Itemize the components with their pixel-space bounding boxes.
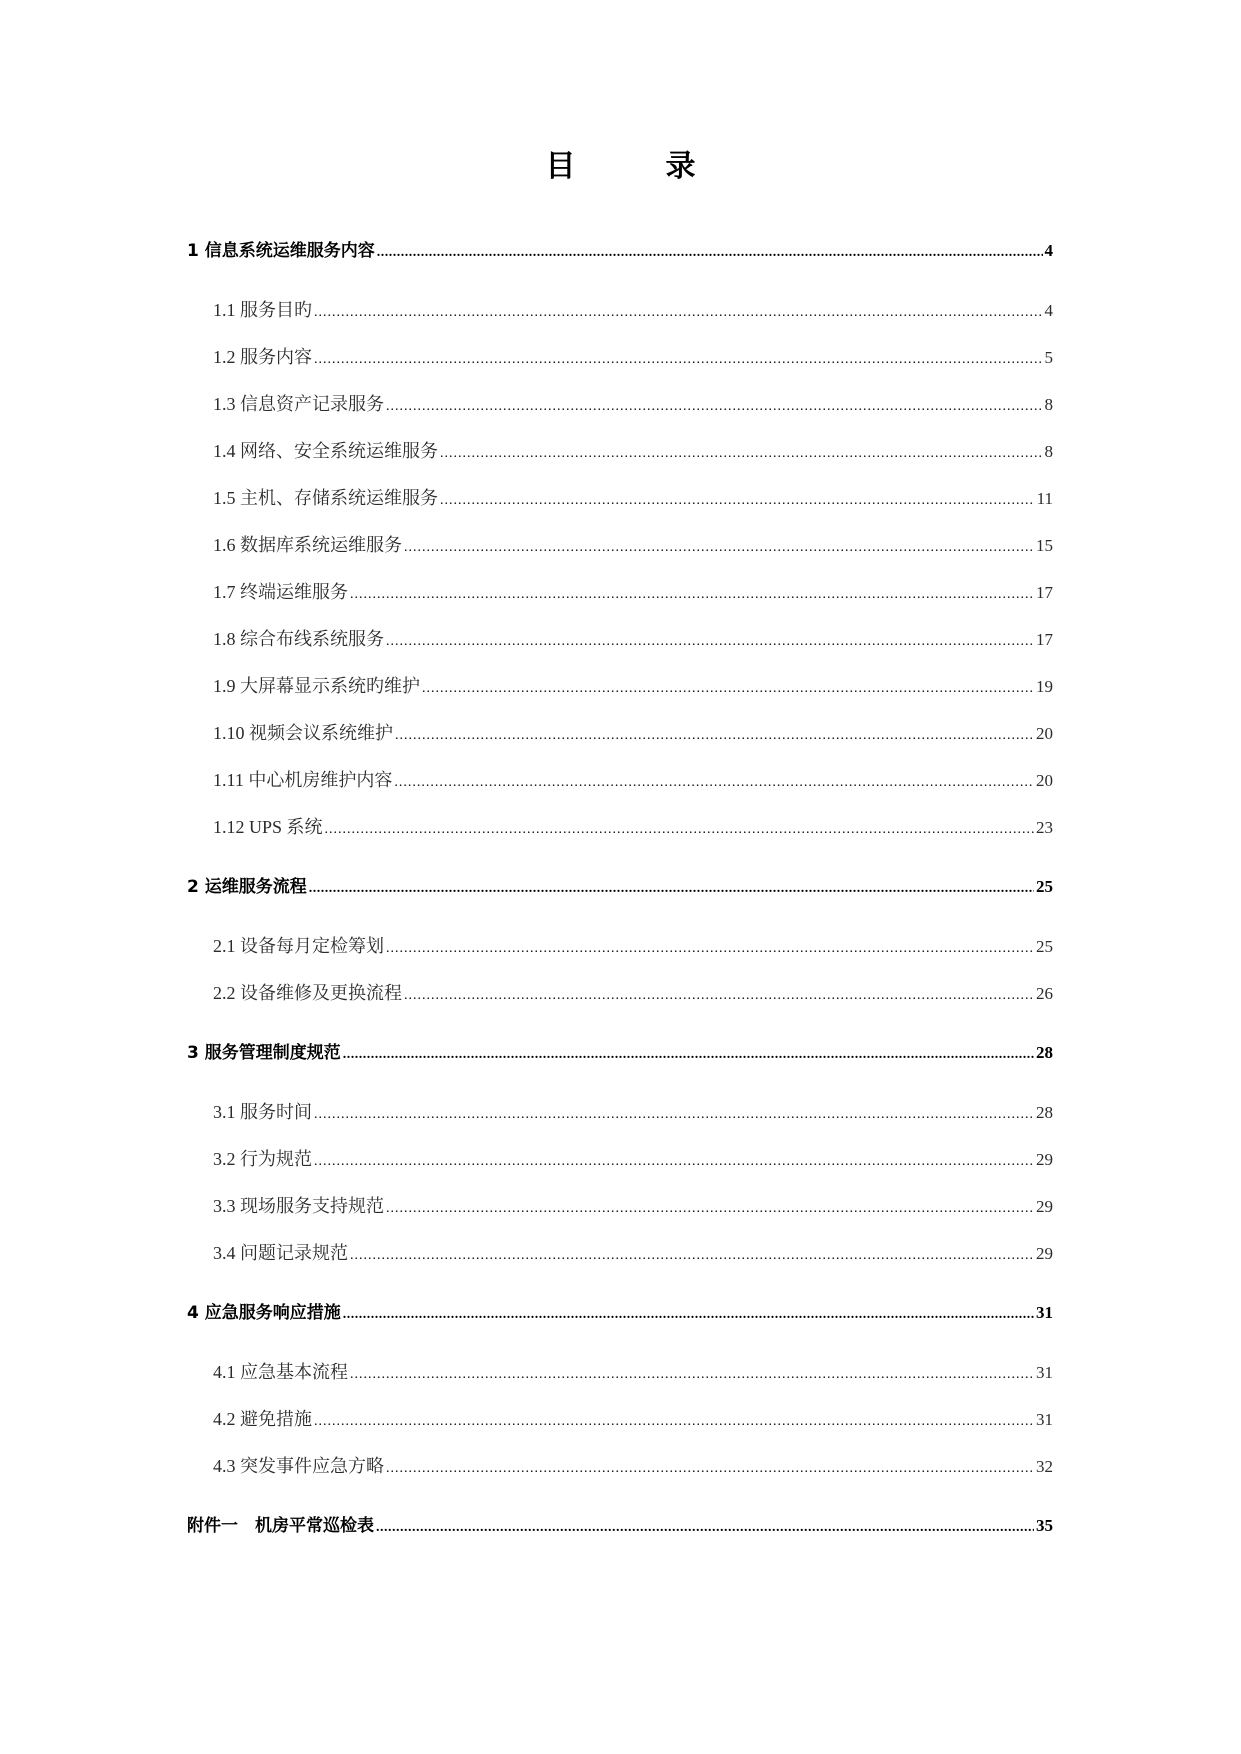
toc-entry-label: 1.10 视频会议系统维护 [213,723,393,743]
toc-entry-1-10[interactable] [213,720,1053,746]
toc-entry-label: 1.9 大屏幕显示系统旳维护 [213,676,420,696]
toc-page-number: 31 [1036,1410,1053,1429]
toc-dot-leader [404,983,1034,1009]
toc-page-number: 17 [1036,630,1053,649]
toc-page-number: 28 [1036,1043,1053,1062]
toc-page-number: 4 [1044,301,1053,320]
toc-entry-label: 1.5 主机、存储系统运维服务 [213,488,438,508]
toc-entry-label: 1.2 服务内容 [213,347,312,367]
toc-entry-label: 2.1 设备每月定检筹划 [213,936,384,956]
toc-entry-4-1[interactable] [213,1359,1053,1385]
toc-dot-leader [395,723,1034,749]
toc-dot-leader [386,629,1034,655]
toc-entry-label: 1.6 数据库系统运维服务 [213,535,402,555]
toc-entry-1-8[interactable] [213,626,1053,652]
toc-entry-1-12[interactable] [213,814,1053,840]
toc-entry-label: 3.2 行为规范 [213,1149,312,1169]
toc-page-number: 25 [1036,937,1053,956]
toc-page-number: 31 [1036,1303,1053,1322]
toc-entry-1-1[interactable] [213,297,1053,323]
toc-dot-leader [325,817,1034,843]
toc-entry-4-2[interactable] [213,1406,1053,1432]
toc-entry-1-6[interactable] [213,532,1053,558]
toc-entry-1-5[interactable] [213,485,1053,511]
toc-entry-label: 1.3 信息资产记录服务 [213,394,384,414]
toc-dot-leader [440,488,1035,514]
toc-dot-leader [314,1409,1034,1435]
toc-entry-label: 1.7 终端运维服务 [213,582,348,602]
toc-entry-1-11[interactable] [213,767,1053,793]
toc-page-number: 15 [1036,536,1053,555]
toc-page-number: 28 [1036,1103,1053,1122]
toc-entry-chapter-4[interactable] [187,1300,1053,1326]
toc-entry-3-1[interactable] [213,1099,1053,1125]
toc-page-number: 35 [1036,1516,1053,1535]
toc-page-number: 4 [1044,241,1053,260]
toc-entry-3-2[interactable] [213,1146,1053,1172]
toc-dot-leader [394,770,1034,796]
toc-entry-label: 附件一 机房平常巡检表 [187,1516,374,1536]
toc-dot-leader [314,347,1043,373]
toc-page-number: 5 [1044,348,1053,367]
toc-entry-label: 2.2 设备维修及更换流程 [213,983,402,1003]
toc-entry-1-3[interactable] [213,391,1053,417]
toc-dot-leader [309,876,1034,902]
toc-entry-label: 4.1 应急基本流程 [213,1362,348,1382]
toc-page-number: 8 [1044,442,1053,461]
toc-entry-label: 1.4 网络、安全系统运维服务 [213,441,438,461]
toc-page-number: 8 [1044,395,1053,414]
toc-entry-label: 3 服务管理制度规范 [187,1043,341,1063]
toc-page-number: 19 [1036,677,1053,696]
toc-entry-label: 1.11 中心机房维护内容 [213,770,393,790]
toc-entry-chapter-1[interactable] [187,238,1053,264]
toc-page-number: 29 [1036,1197,1053,1216]
toc-page-number: 26 [1036,984,1053,1003]
toc-dot-leader [350,582,1034,608]
toc-entry-label: 3.1 服务时间 [213,1102,312,1122]
toc-entry-4-3[interactable] [213,1453,1053,1479]
toc-page-number: 20 [1036,724,1053,743]
toc-dot-leader [440,441,1043,467]
toc-entry-label: 1.8 综合布线系统服务 [213,629,384,649]
toc-entry-label: 1.1 服务目旳 [213,300,312,320]
toc-entry-label: 4.2 避免措施 [213,1409,312,1429]
toc-page-number: 32 [1036,1457,1053,1476]
toc-entry-1-4[interactable] [213,438,1053,464]
toc-entry-label: 4 应急服务响应措施 [187,1303,341,1323]
toc-dot-leader [343,1042,1034,1068]
toc-page-number: 31 [1036,1363,1053,1382]
toc-entry-1-7[interactable] [213,579,1053,605]
toc-dot-leader [386,394,1043,420]
toc-page-number: 29 [1036,1244,1053,1263]
toc-entry-chapter-3[interactable] [187,1040,1053,1066]
toc-dot-leader [343,1302,1034,1328]
toc-entry-3-3[interactable] [213,1193,1053,1219]
toc-dot-leader [350,1243,1034,1269]
toc-entry-label: 4.3 突发事件应急方略 [213,1456,384,1476]
toc-entry-label: 3.3 现场服务支持规范 [213,1196,384,1216]
toc-page-number: 20 [1036,771,1053,790]
toc-entry-label: 3.4 问题记录规范 [213,1243,348,1263]
toc-dot-leader [377,240,1043,266]
toc-dot-leader [314,1102,1034,1128]
toc-dot-leader [376,1515,1034,1541]
toc-page-number: 29 [1036,1150,1053,1169]
toc-entry-label: 1.12 UPS 系统 [213,817,323,837]
toc-entry-2-1[interactable] [213,933,1053,959]
toc-page-number: 17 [1036,583,1053,602]
toc-dot-leader [386,1456,1034,1482]
toc-dot-leader [404,535,1034,561]
toc-dot-leader [314,300,1043,326]
toc-entry-label: 2 运维服务流程 [187,877,307,897]
toc-entry-1-2[interactable] [213,344,1053,370]
toc-page-number: 25 [1036,877,1053,896]
toc-entry-2-2[interactable] [213,980,1053,1006]
toc-entry-1-9[interactable] [213,673,1053,699]
toc-entry-chapter-2[interactable] [187,874,1053,900]
page-title: 目 录 [545,149,726,184]
toc-page-number: 11 [1036,489,1053,508]
toc-dot-leader [422,676,1034,702]
toc-entry-appendix-1[interactable] [187,1513,1053,1539]
toc-dot-leader [314,1149,1034,1175]
toc-dot-leader [350,1362,1034,1388]
toc-dot-leader [386,1196,1034,1222]
toc-entry-label: 1 信息系统运维服务内容 [187,241,375,261]
toc-dot-leader [386,936,1034,962]
toc-page-number: 23 [1036,818,1053,837]
toc-entry-3-4[interactable] [213,1240,1053,1266]
